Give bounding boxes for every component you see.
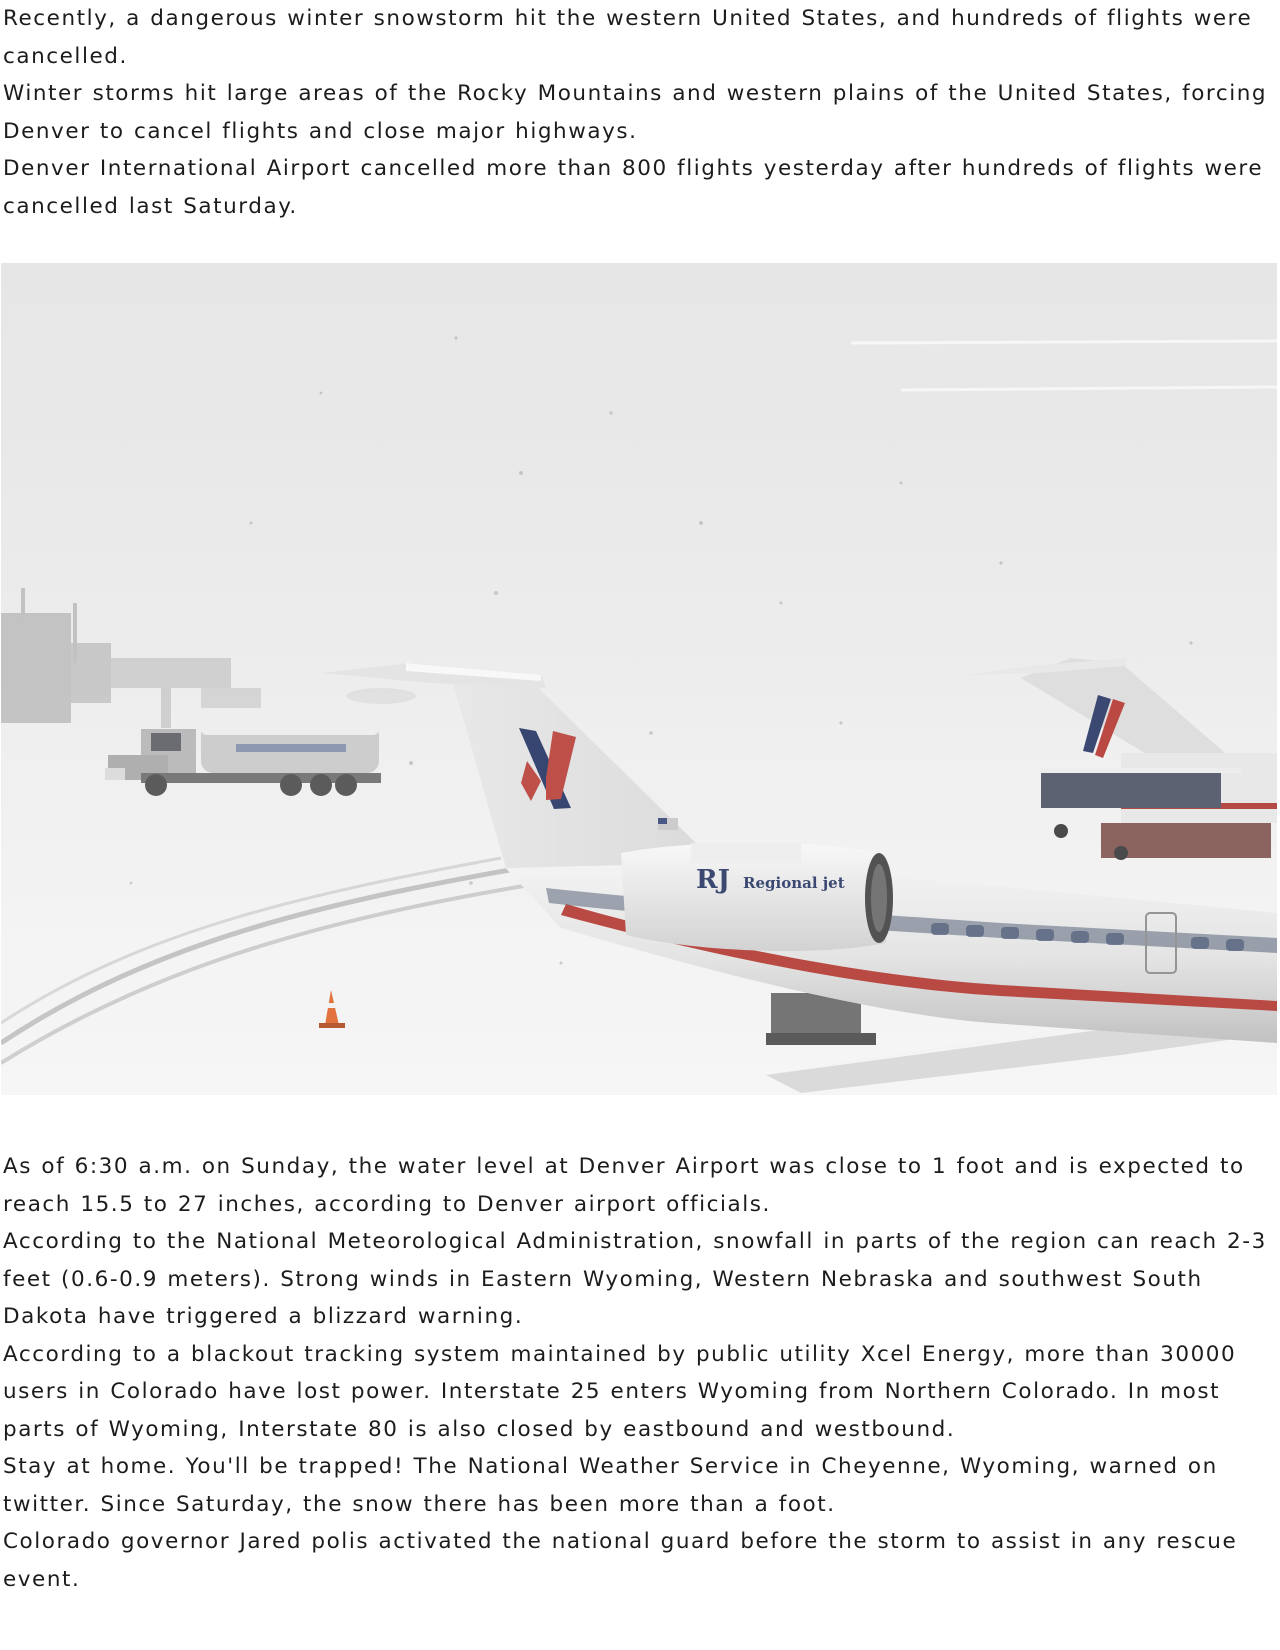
body-paragraph-1: As of 6:30 a.m. on Sunday, the water level at Denver Airport was close to 1 foot and is expected to reach 15.5 to 27 inches, according to Denver airport officials. <box>3 1154 1245 1217</box>
body-paragraph-2: According to the National Meteorological Administration, snowfall in parts of the region can reach 2-3 feet (0.6-0.9 meters). Strong winds in Eastern Wyoming, Western Nebraska and southwest South Dakota have triggered a blizzard warning. <box>3 1229 1267 1329</box>
body-paragraph-3: According to a blackout tracking system maintained by public utility Xcel Energy, more than 30000 users in Colorado have lost power. Interstate 25 enters Wyoming from Northern Colorado. In most parts of Wyoming, Interstate 80 is also closed by eastbound and westbound. <box>3 1341 1237 1442</box>
article-intro <box>3 0 1273 225</box>
photo-illustration <box>1 263 1277 1095</box>
engine-logo-brand: Regional jet <box>743 874 845 892</box>
snowstorm-airport-photo <box>1 263 1277 1095</box>
intro-paragraph-2: Winter storms hit large areas of the Rocky Mountains and western plains of the United States, forcing Denver to cancel flights and close major highways. <box>3 81 1268 144</box>
engine-logo-rj: RJ <box>696 865 730 895</box>
body-paragraph-4: Stay at home. You'll be trapped! The National Weather Service in Cheyenne, Wyoming, warned on twitter. Since Saturday, the snow there has been more than a foot. <box>3 1454 1218 1517</box>
body-paragraph-5: Colorado governor Jared polis activated the national guard before the storm to assist in any rescue event. <box>3 1529 1238 1592</box>
intro-paragraph-1: Recently, a dangerous winter snowstorm hit the western United States, and hundreds of flights were cancelled. <box>3 6 1253 69</box>
article-body <box>3 1148 1278 1598</box>
intro-paragraph-3: Denver International Airport cancelled more than 800 flights yesterday after hundreds of flights were cancelled last Saturday. <box>3 156 1264 219</box>
